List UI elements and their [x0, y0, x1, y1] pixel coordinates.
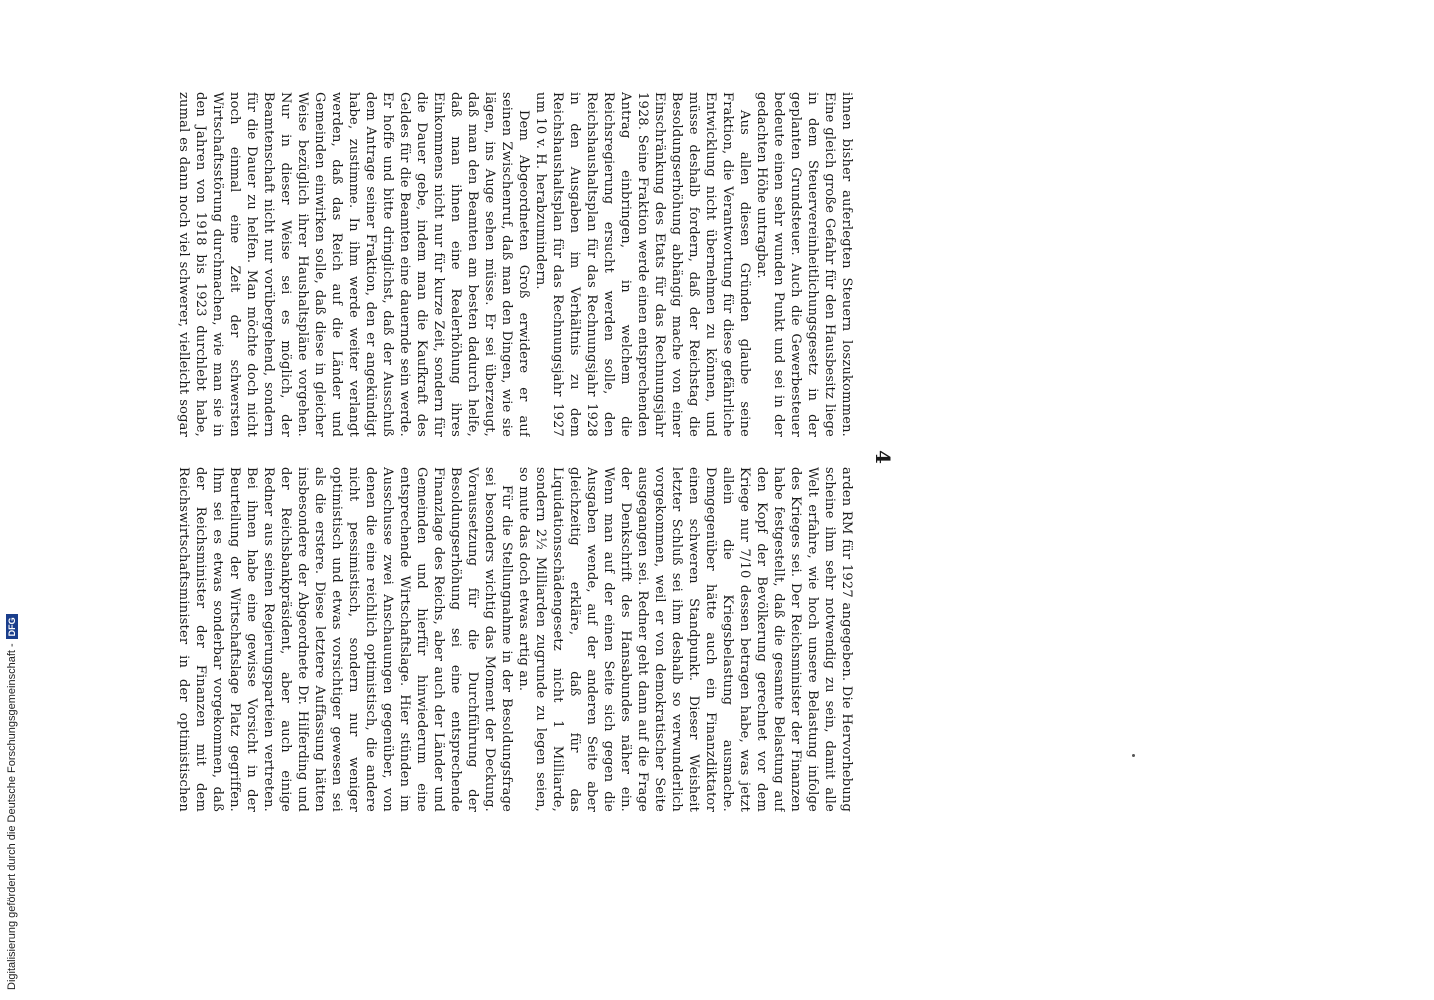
paragraph: Aus allen diesen Gründen glaube seine Fraktion, die Verantwortung für diese gefährliche Entwicklung nicht übernehmen zu können, und müsse deshalb fordern, daß der Reichstag die Besoldungserhöhung abhängig mache von einer Einschränkung des Etats für das Rechnungsjahr 1928. Seine Fraktion werde einen entsprechenden Antrag einbringen, in welchem die Reichsregierung ersucht werden solle, den Reichshaushaltsplan für das Rechnungsjahr 1928 in den Ausgaben im Verhältnis zu dem Reichshaushaltsplan für das Rechnungsjahr 1927 um 10 v. H. herabzumindern.: [533, 92, 752, 437]
rotated-page-scan: [165, 92, 1350, 822]
digitization-note: Digitalisierung gefördert durch die Deutsche Forschungsgemeinschaft -: [6, 643, 18, 990]
paragraph: Für die Stellungnahme in der Besoldungsfrage sei besonders wichtig das Moment der Deckung. Voraussetzung für die Durchführung der Besoldungserhöhung sei eine entsprechende Finanzlage des Reichs, aber auch der Länder und Gemeinden und hierfür hinwiederum eine entsprechende Wirtschaftslage. Hier stünden im Ausschusse zwei Anschauungen gegenüber, von denen die eine reichlich optimistisch, die andere nicht pessimistisch, sondern nur weniger optimistisch und etwas vorsichtiger gewesen sei als die erstere. Diese letztere Auffassung hätten insbesondere der Abgeordnete Dr. Hilferding und der Reichsbankpräsident, aber auch einige Redner aus seinen Regierungsparteien vertreten. Bei ihnen habe eine gewisse Vorsicht in der Beurteilung der Wirtschaftslage Platz gegriffen. Ihm sei es etwas sonderbar vorgekommen, daß der Reichsminister der Finanzen mit dem Reichswirtschaftsminister in der optimistischen: [176, 467, 514, 812]
digitization-footer-text-wrapper: [2, 610, 22, 990]
scan-speck: [1132, 754, 1135, 757]
page-number: 4: [871, 450, 895, 464]
page-content: [0, 92, 895, 822]
paragraph: arden RM für 1927 angegeben. Die Hervorhebung scheine ihm sehr notwendig zu sein, damit alle Welt erfahre, wie hoch unsere Belastung infolge des Krieges sei. Der Reichsminister der Finanzen habe festgestellt, daß die gesamte Belastung auf den Kopf der Bevölkerung gerechnet vor dem Kriege nur 7/10 dessen betragen habe, was jetzt allein die Kriegsbelastung ausmache. Demgegenüber hätte auch ein Finanzdiktator einen schweren Standpunkt. Dieser Weisheit letzter Schluß sei ihm deshalb so verwunderlich vorgekommen, weil er von demokratischer Seite ausgegangen sei. Redner geht dann auf die Frage der Denkschrift des Hansabundes näher ein. Wenn man auf der einen Seite sich gegen die Ausgaben wende, auf der anderen Seite aber gleichzeitig erkläre, daß für das Liquidationsschädengesetz nicht 1 Milliarde, sondern 2½ Milliarden zugrunde zu legen seien, so mute das doch etwas artig an.: [516, 467, 854, 812]
left-column: [175, 92, 855, 437]
dfg-logo-icon: DFG: [6, 614, 18, 639]
right-column: [175, 467, 855, 812]
paragraph: Dem Abgeordneten Groß erwidere er auf seinen Zwischenruf, daß man den Dingen, wie sie lägen, ins Auge sehen müsse. Er sei überzeugt, daß man den Beamten am besten dadurch helfe, daß man ihnen eine Realerhöhung ihres Einkommens nicht nur für kurze Zeit, sondern für die Dauer gebe, indem man die Kaufkraft des Geldes für die Beamten eine dauernde sein werde. Er hoffe und bitte dringlichst, daß der Ausschuß dem Antrage seiner Fraktion, den er angekündigt habe, zustimme. In ihm werde weiter verlangt werden, daß das Reich auf die Länder und Gemeinden einwirken solle, daß diese in gleicher Weise bezüglich ihrer Haushaltspläne vorgehen. Nur in dieser Weise sei es möglich, der Beamtenschaft nicht nur vorübergehend, sondern für die Dauer zu helfen. Man möchte doch nicht noch einmal eine Zeit der schwersten Wirtschaftsstörung durchmachen, wie man sie in den Jahren von 1918 bis 1923 durchlebt habe, zumal es dann noch viel schwerer, vielleicht sogar: [176, 92, 531, 437]
digitization-footer: [2, 610, 22, 990]
paragraph: ihnen bisher auferlegten Steuern loszukommen. Eine gleich große Gefahr für den Hausbesitz liege in dem Steuervereinheitlichungsgesetz in der geplanten Grundsteuer. Auch die Gewerbesteuer bedeute einen sehr wunden Punkt und sei in der gedachten Höhe untragbar.: [754, 92, 854, 437]
